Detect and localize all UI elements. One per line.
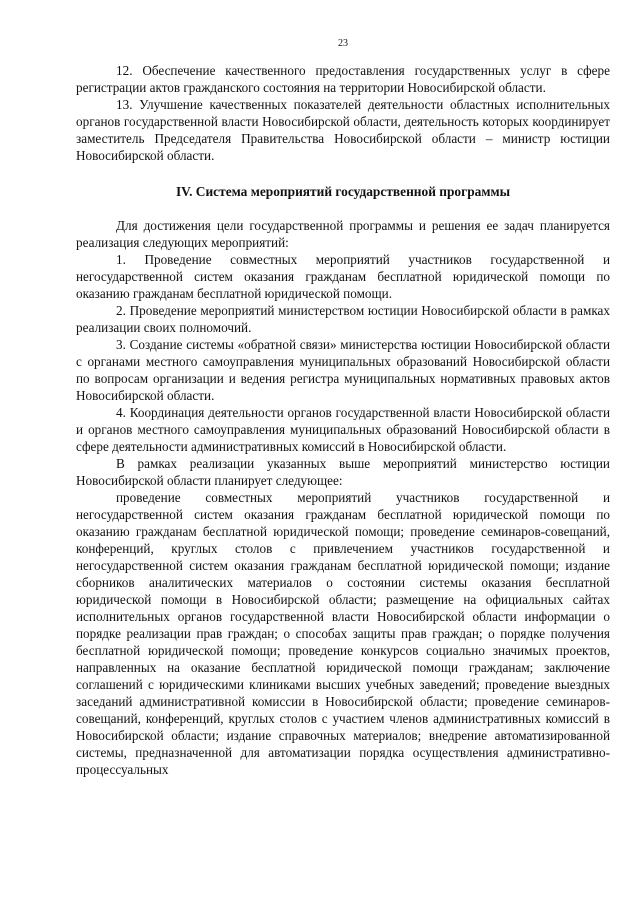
- paragraph-measure-4: 4. Координация деятельности органов государственной власти Новосибирской области и органов местного самоуправления муниципальных образований Новосибирской области в сфере деятельности административных комиссий в Новосибирской области.: [76, 405, 610, 454]
- paragraph-plan-details: проведение совместных мероприятий участников государственной и негосударственной систем оказания гражданам бесплатной юридической помощи по оказанию гражданам бесплатной юридической помощи; проведение семинаров-совещаний, конференций, круглых столов с привлечением участников государственной и негосударственной систем оказания гражданам бесплатной юридической помощи; издание сборников аналитических материалов о состоянии системы оказания бесплатной юридической помощи в Новосибирской области; размещение на официальных сайтах исполнительных органов государственной власти Новосибирской области информации о порядке реализации прав граждан; о способах защиты прав граждан; о порядке получения бесплатной юридической помощи; проведение конкурсов социально значимых проектов, направленных на оказание бесплатной юридической помощи гражданам; заключение соглашений с юридическими клиниками высших учебных заведений; проведение выездных заседаний административной комиссии в Новосибирской области; проведение семинаров-совещаний, конференций, круглых столов с участием членов административных комиссий в Новосибирской области; издание справочных материалов; внедрение автоматизированной системы, предназначенной для автоматизации порядка осуществления административно-процессуальных: [76, 490, 610, 777]
- paragraph-item-12: 12. Обеспечение качественного предоставления государственных услуг в сфере регистрации актов гражданского состояния на территории Новосибирской области.: [76, 63, 610, 95]
- section-heading: IV. Система мероприятий государственной программы: [175, 184, 511, 199]
- paragraph-measure-1: 1. Проведение совместных мероприятий участников государственной и негосударственной систем оказания гражданам бесплатной юридической помощи по оказанию гражданам бесплатной юридической помощи.: [76, 252, 610, 301]
- paragraph-intro: Для достижения цели государственной программы и решения ее задач планируется реализация следующих мероприятий:: [76, 218, 610, 250]
- paragraph-item-13: 13. Улучшение качественных показателей деятельности областных исполнительных органов государственной власти Новосибирской области, деятельность которых координирует заместитель Председателя Правительства Новосибирской области – министр юстиции Новосибирской области.: [76, 97, 610, 163]
- page-number: 23: [338, 38, 348, 49]
- paragraph-measure-2: 2. Проведение мероприятий министерством юстиции Новосибирской области в рамках реализации своих полномочий.: [76, 303, 610, 335]
- paragraph-measure-3: 3. Создание системы «обратной связи» министерства юстиции Новосибирской области с органами местного самоуправления муниципальных образований Новосибирской области по вопросам организации и ведения регистра муниципальных нормативных правовых актов Новосибирской области.: [76, 337, 610, 403]
- paragraph-plan-intro: В рамках реализации указанных выше мероприятий министерство юстиции Новосибирской области планирует следующее:: [76, 456, 610, 488]
- document-page: [76, 38, 610, 778]
